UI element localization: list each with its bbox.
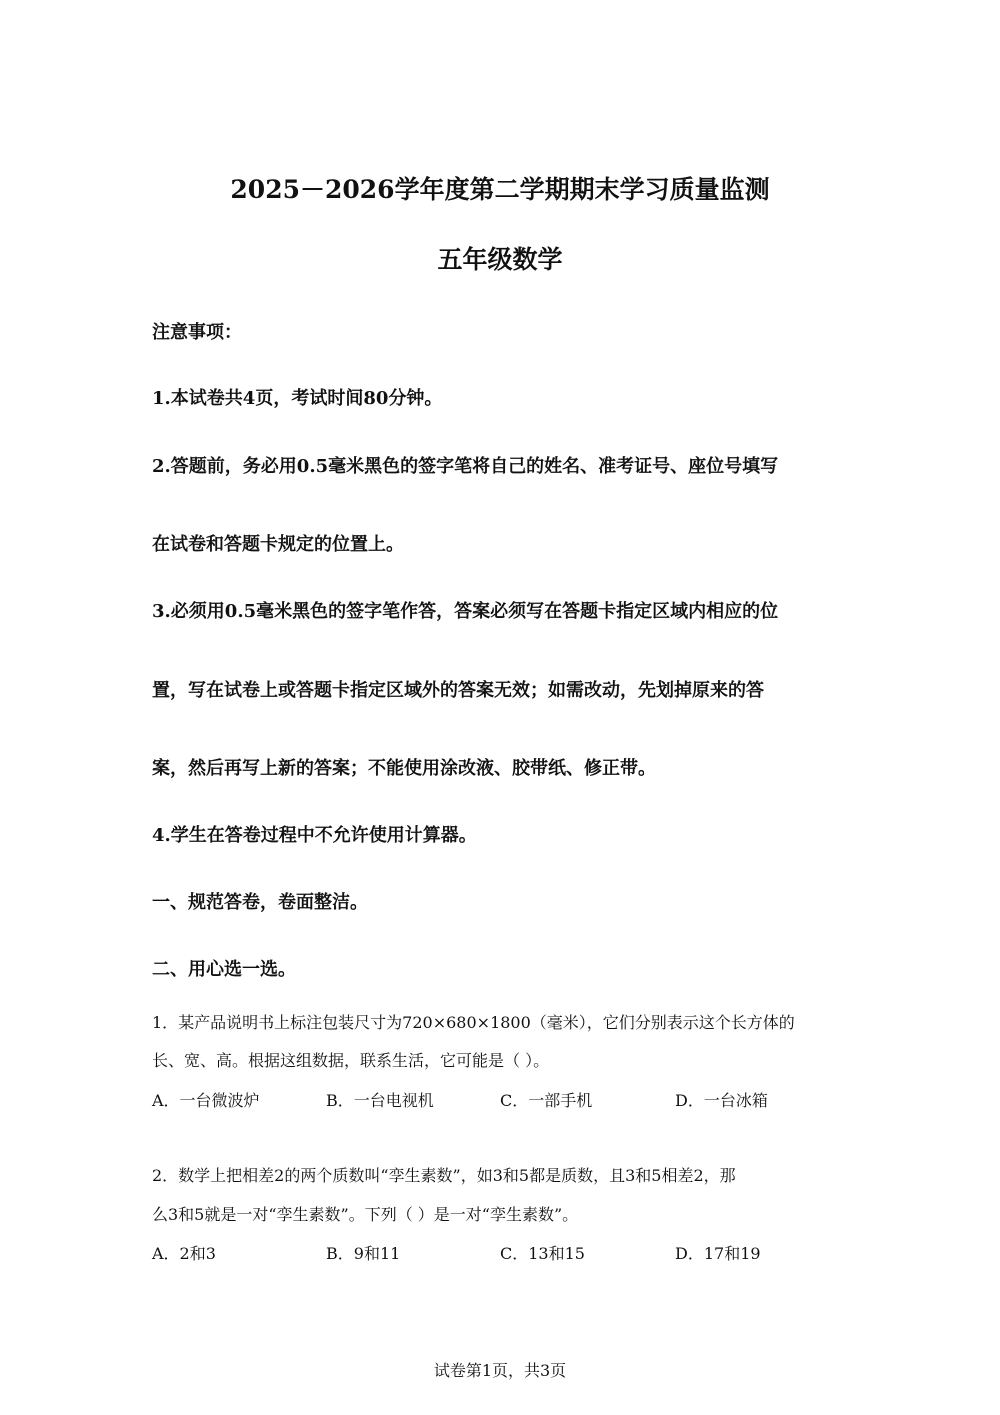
page-footer: 试卷第1页，共3页	[433, 1361, 567, 1380]
section-heading-one: 一、规范答卷，卷面整洁。	[152, 892, 368, 913]
notice-item-3-line-3: 案，然后再写上新的答案；不能使用涂改液、胶带纸、修正带。	[152, 758, 656, 779]
notice-heading: 注意事项：	[152, 322, 242, 343]
question-2-option-b: B．9和11	[326, 1244, 401, 1263]
notice-item-3-line-2: 置，写在试卷上或答题卡指定区域外的答案无效；如需改动，先划掉原来的答	[152, 680, 764, 701]
question-1-line-2: 长、宽、高。根据这组数据，联系生活，它可能是（ ）。	[152, 1051, 550, 1070]
question-1-option-a: A．一台微波炉	[152, 1091, 260, 1110]
notice-item-1: 1.本试卷共4页，考试时间80分钟。	[152, 388, 443, 409]
question-1-option-c: C．一部手机	[500, 1091, 593, 1110]
question-1-option-d: D．一台冰箱	[675, 1091, 768, 1110]
notice-item-2-line-2: 在试卷和答题卡规定的位置上。	[152, 534, 404, 555]
notice-item-4: 4.学生在答卷过程中不允许使用计算器。	[152, 825, 477, 846]
question-2-option-a: A．2和3	[152, 1244, 216, 1263]
notice-item-3-line-1: 3.必须用0.5毫米黑色的签字笔作答，答案必须写在答题卡指定区域内相应的位	[152, 601, 779, 622]
question-2-line-2: 么3和5就是一对“孪生素数”。下列（ ）是一对“孪生素数”。	[152, 1205, 579, 1224]
question-1-line-1: 1．某产品说明书上标注包装尺寸为720×680×1800（毫米），它们分别表示这个长方体的	[152, 1013, 795, 1032]
question-2-option-d: D．17和19	[675, 1244, 761, 1263]
section-heading-two: 二、用心选一选。	[152, 959, 296, 980]
question-1-option-b: B．一台电视机	[326, 1091, 434, 1110]
question-2-line-1: 2．数学上把相差2的两个质数叫“孪生素数”，如3和5都是质数，且3和5相差2，那	[152, 1166, 736, 1185]
exam-subtitle: 五年级数学	[437, 245, 563, 274]
notice-item-2-line-1: 2.答题前，务必用0.5毫米黑色的签字笔将自己的姓名、准考证号、座位号填写	[152, 456, 779, 477]
question-2-option-c: C．13和15	[500, 1244, 585, 1263]
exam-title: 2025－2026学年度第二学期期末学习质量监测	[230, 175, 770, 204]
